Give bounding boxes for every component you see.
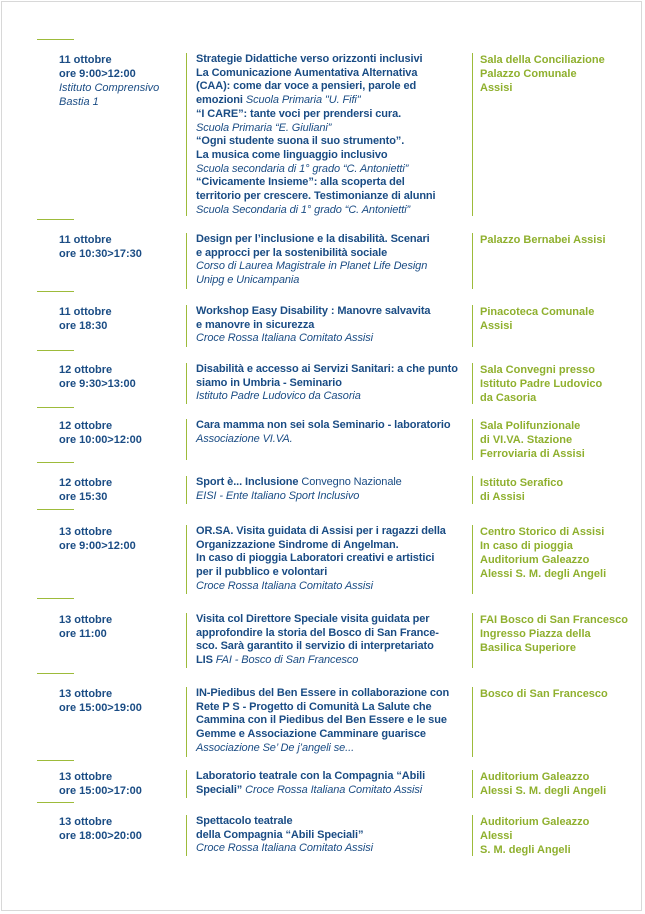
event-time: ore 10:00>12:00 [59, 434, 142, 446]
event-venue [480, 305, 640, 333]
event-organizer: Istituto Comprensivo [59, 82, 160, 94]
event-date: 13 ottobre [59, 688, 113, 700]
organizer-credit: Associazione VI.VA. [196, 432, 293, 445]
venue-line: In caso di pioggia [480, 540, 573, 552]
venue-line: Ferroviaria di Assisi [480, 448, 585, 460]
event-venue [480, 687, 640, 701]
description-text: Visita col Direttore Speciale visita guidata per [196, 613, 430, 625]
event-date: 12 ottobre [59, 364, 113, 376]
description-line [196, 319, 472, 333]
description-line [196, 784, 472, 798]
organizer-credit: Croce Rossa Italiana Comitato Assisi [196, 332, 373, 345]
description-line [196, 829, 472, 843]
event-description [196, 815, 472, 856]
venue-line: Assisi [480, 82, 513, 94]
venue-line: Istituto Padre Ludovico [480, 378, 603, 390]
description-line [196, 525, 472, 539]
column-rule [186, 770, 187, 798]
event-description [196, 687, 472, 756]
row-divider [37, 39, 74, 40]
event-date: 13 ottobre [59, 526, 113, 538]
column-rule [472, 53, 473, 216]
event-venue [480, 419, 640, 461]
description-line [196, 149, 472, 163]
row-divider [37, 350, 74, 351]
description-text: La Comunicazione Aumentativa Alternativa [196, 66, 418, 79]
venue-line: Palazzo Comunale [480, 68, 577, 80]
venue-line: Centro Storico di Assisi [480, 526, 605, 538]
event-date: 11 ottobre [59, 54, 112, 66]
organizer-credit: Scuola Primaria “E. Giuliani” [196, 121, 332, 134]
event-date-block [59, 770, 185, 798]
event-date: 13 ottobre [59, 614, 113, 626]
column-rule [186, 687, 187, 757]
description-text: della Compagnia “Abili Speciali” [196, 828, 364, 841]
venue-line: Ingresso Piazza della [480, 628, 591, 640]
event-description [196, 613, 472, 668]
description-line [196, 613, 472, 627]
description-line [196, 539, 472, 553]
event-date: 12 ottobre [59, 420, 113, 432]
description-text: Cara mamma non sei sola Seminario - laboratorio [196, 419, 451, 431]
event-date-block [59, 476, 185, 504]
description-text: Workshop Easy Disability : Manovre salvavita [196, 305, 431, 317]
description-line [196, 476, 472, 490]
event-date-block [59, 305, 185, 333]
column-rule [186, 613, 187, 668]
event-time: ore 10:30>17:30 [59, 248, 142, 260]
event-date-block [59, 363, 185, 391]
description-text: Strategie Didattiche verso orizzonti inclusivi [196, 53, 423, 65]
description-text: IN-Piedibus del Ben Essere in collaborazione con [196, 687, 450, 699]
description-line [196, 204, 472, 218]
row-divider [37, 673, 74, 674]
column-rule [472, 770, 473, 798]
description-line [196, 67, 472, 81]
description-line [196, 714, 472, 728]
venue-line: Auditorium Galeazzo [480, 554, 590, 566]
venue-line: di VI.VA. Stazione [480, 434, 573, 446]
event-description [196, 419, 472, 446]
column-rule [472, 525, 473, 594]
description-text: La musica come linguaggio inclusivo [196, 148, 388, 161]
venue-line: Palazzo Bernabei Assisi [480, 234, 606, 246]
venue-line: Basilica Superiore [480, 642, 576, 654]
description-line [196, 274, 472, 288]
description-line [196, 640, 472, 654]
description-text: “I CARE”: tante voci per prendersi cura. [196, 107, 402, 120]
description-text: approfondire la storia del Bosco di San France- [196, 626, 439, 639]
venue-line: S. M. degli Angeli [480, 844, 571, 856]
event-date: 11 ottobre [59, 234, 112, 246]
venue-line: Alessi [480, 830, 513, 842]
row-divider [37, 462, 74, 463]
description-line [196, 728, 472, 742]
organizer-credit: Croce Rossa Italiana Comitato Assisi [245, 783, 423, 796]
description-line [196, 815, 472, 829]
event-venue [480, 53, 640, 95]
column-rule [186, 419, 187, 460]
column-rule [472, 233, 473, 289]
event-venue [480, 363, 640, 405]
description-line [196, 363, 472, 377]
event-venue [480, 815, 640, 857]
row-divider [37, 509, 74, 510]
description-text: “Civicamente Insieme”: alla scoperta del [196, 176, 405, 189]
event-date-block [59, 53, 185, 109]
description-line [196, 332, 472, 346]
description-line [196, 247, 472, 261]
column-rule [186, 53, 187, 216]
organizer-credit: Croce Rossa Italiana Comitato Assisi [196, 579, 373, 592]
event-venue [480, 233, 640, 247]
venue-line: Auditorium Galeazzo [480, 816, 590, 828]
column-rule [186, 525, 187, 594]
description-line [196, 687, 472, 701]
description-line [196, 842, 472, 856]
organizer-credit: Croce Rossa Italiana Comitato Assisi [196, 842, 373, 855]
description-line [196, 419, 472, 433]
row-divider [37, 219, 74, 220]
venue-line: Alessi S. M. degli Angeli [480, 785, 607, 797]
event-time: ore 15:00>17:00 [59, 785, 142, 797]
description-line [196, 176, 472, 190]
description-line [196, 654, 472, 668]
venue-line: Pinacoteca Comunale [480, 306, 595, 318]
description-text: Sport è... Inclusione [196, 476, 302, 488]
column-rule [472, 687, 473, 757]
event-venue [480, 770, 640, 798]
description-text: LIS [196, 654, 216, 667]
description-text: Speciali” [196, 783, 246, 796]
description-line [196, 490, 472, 504]
description-line [196, 770, 472, 784]
description-line [196, 53, 472, 67]
description-line [196, 80, 472, 94]
description-line [196, 433, 472, 447]
organizer-credit: Scuola Secondaria di 1° grado “C. Antonietti” [196, 203, 411, 216]
description-line [196, 135, 472, 149]
event-date: 12 ottobre [59, 477, 113, 489]
event-date: 13 ottobre [59, 816, 113, 828]
column-rule [472, 363, 473, 404]
venue-line: Sala della Conciliazione [480, 54, 605, 66]
venue-line: Auditorium Galeazzo [480, 771, 590, 783]
description-text: Laboratorio teatrale con la Compagnia “Abili [196, 770, 426, 782]
description-line [196, 94, 472, 108]
description-line [196, 390, 472, 404]
description-line [196, 580, 472, 594]
event-date-block [59, 233, 185, 261]
description-text: Cammina con il Piedibus del Ben Essere e le sue [196, 714, 447, 727]
event-time: ore 9:30>13:00 [59, 378, 136, 390]
row-divider [37, 802, 74, 803]
organizer-credit: Unipg e Unicampania [196, 274, 300, 287]
event-date-block [59, 419, 185, 447]
organizer-credit: Corso di Laurea Magistrale in Planet Life Design [196, 260, 428, 273]
column-rule [186, 815, 187, 856]
description-line [196, 552, 472, 566]
venue-line: da Casoria [480, 392, 537, 404]
event-venue [480, 613, 640, 655]
event-date-block [59, 815, 185, 843]
description-text: In caso di pioggia Laboratori creativi e artistici [196, 552, 435, 565]
event-time: ore 18:00>20:00 [59, 830, 142, 842]
description-text: OR.SA. Visita guidata di Assisi per i ragazzi della [196, 525, 446, 537]
description-text: emozioni [196, 94, 246, 107]
description-line [196, 190, 472, 204]
description-line [196, 305, 472, 319]
event-time: ore 15:00>19:00 [59, 702, 142, 714]
event-time: ore 9:00>12:00 [59, 540, 136, 552]
event-date: 13 ottobre [59, 771, 113, 783]
event-description [196, 305, 472, 346]
venue-line: Sala Convegni presso [480, 364, 595, 376]
row-divider [37, 291, 74, 292]
event-date-block [59, 525, 185, 553]
description-line [196, 233, 472, 247]
event-date-block [59, 613, 185, 641]
organizer-credit: Scuola Primaria "U. Fifi" [245, 94, 361, 107]
event-date-block [59, 687, 185, 715]
event-time: ore 11:00 [59, 628, 107, 640]
column-rule [186, 305, 187, 347]
venue-line: Assisi [480, 320, 513, 332]
description-line [196, 627, 472, 641]
description-text: Disabilità e accesso ai Servizi Sanitari: a che punto [196, 363, 458, 375]
description-line [196, 377, 472, 391]
description-text: per il pubblico e volontari [196, 566, 328, 579]
description-text: sco. Sarà garantito il servizio di interpretariato [196, 640, 434, 653]
description-text: Spettacolo teatrale [196, 815, 293, 827]
venue-line: FAI Bosco di San Francesco [480, 614, 628, 626]
event-type: Convegno Nazionale [301, 476, 402, 488]
description-line [196, 122, 472, 136]
description-line [196, 260, 472, 274]
description-text: Gemme e Associazione Camminare guarisce [196, 728, 426, 741]
column-rule [472, 815, 473, 856]
organizer-credit: Associazione Se’ De j’angeli se... [196, 741, 355, 754]
organizer-credit: EISI - Ente Italiano Sport Inclusivo [196, 489, 360, 502]
description-line [196, 566, 472, 580]
column-rule [186, 476, 187, 504]
event-date: 11 ottobre [59, 306, 112, 318]
event-venue [480, 476, 640, 504]
row-divider [37, 598, 74, 599]
description-text: e manovre in sicurezza [196, 318, 315, 331]
row-divider [37, 760, 74, 761]
event-description [196, 525, 472, 594]
column-rule [472, 419, 473, 460]
venue-line: di Assisi [480, 491, 525, 503]
description-line [196, 701, 472, 715]
event-description [196, 770, 472, 797]
description-text: Organizzazione Sindrome di Angelman. [196, 538, 399, 551]
event-description [196, 233, 472, 288]
description-text: siamo in Umbria - Seminario [196, 376, 342, 389]
row-divider [37, 407, 74, 408]
description-text: (CAA): come dar voce a pensieri, parole ed [196, 80, 417, 93]
organizer-credit: Istituto Padre Ludovico da Casoria [196, 390, 361, 403]
event-time: ore 15:30 [59, 491, 108, 503]
description-text: e approcci per la sostenibilità sociale [196, 246, 388, 259]
venue-line: Sala Polifunzionale [480, 420, 581, 432]
event-description [196, 53, 472, 217]
event-description [196, 363, 472, 404]
description-line [196, 742, 472, 756]
description-line [196, 163, 472, 177]
column-rule [472, 476, 473, 504]
description-text: territorio per crescere. Testimonianze di alunni [196, 190, 436, 203]
event-description [196, 476, 472, 503]
column-rule [186, 363, 187, 404]
column-rule [472, 305, 473, 347]
venue-line: Istituto Serafico [480, 477, 564, 489]
venue-line: Alessi S. M. degli Angeli [480, 568, 607, 580]
venue-line: Bosco di San Francesco [480, 688, 608, 700]
event-venue [480, 525, 640, 581]
event-time: ore 18:30 [59, 320, 108, 332]
column-rule [186, 233, 187, 289]
description-text: “Ogni studente suona il suo strumento”. [196, 135, 405, 148]
program-page [1, 1, 642, 911]
description-text: Rete P S - Progetto di Comunità La Salute che [196, 700, 432, 713]
description-text: Design per l’inclusione e la disabilità. Scenari [196, 233, 430, 245]
organizer-credit: FAI - Bosco di San Francesco [215, 654, 359, 667]
event-organizer: Bastia 1 [59, 96, 99, 108]
column-rule [472, 613, 473, 668]
description-line [196, 108, 472, 122]
event-time: ore 9:00>12:00 [59, 68, 136, 80]
organizer-credit: Scuola secondaria di 1° grado “C. Antonietti” [196, 162, 409, 175]
